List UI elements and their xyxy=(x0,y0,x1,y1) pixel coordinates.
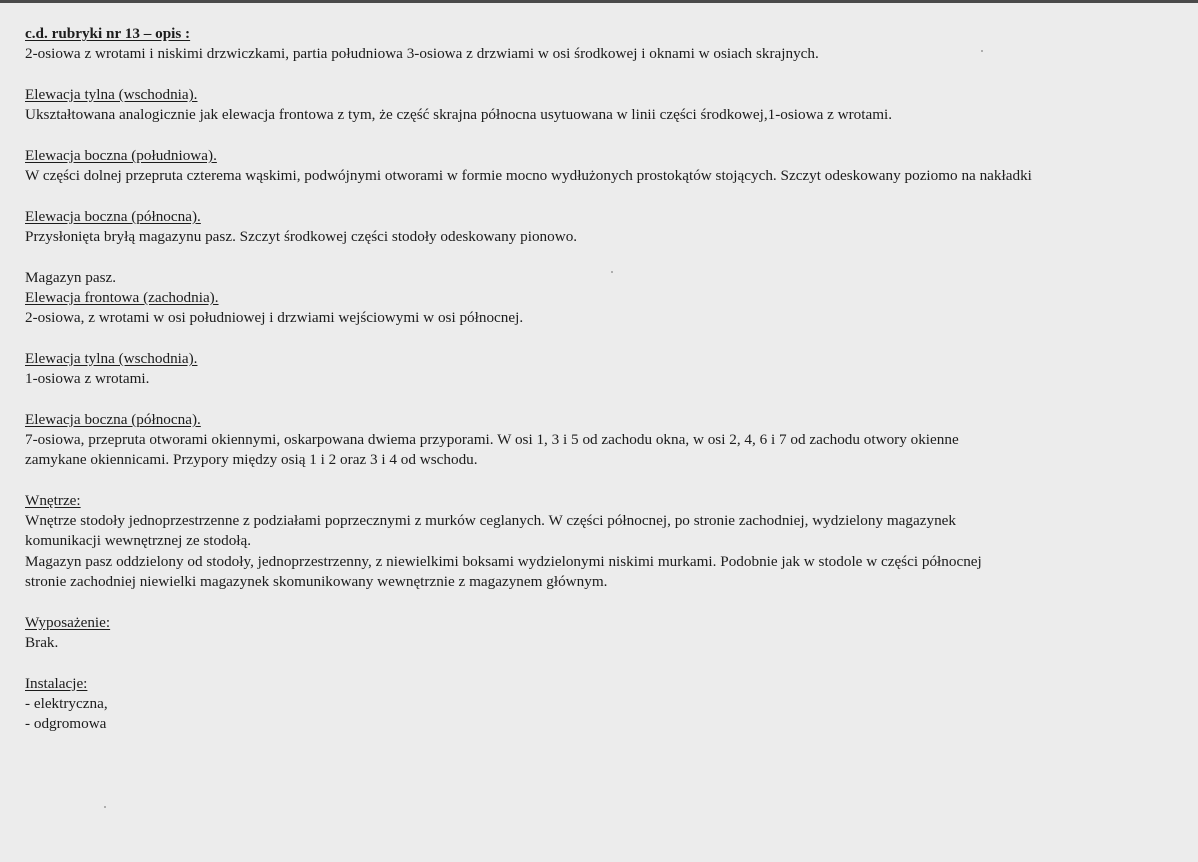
paper-speck xyxy=(104,806,106,808)
section-heading-wyposazenie: Wyposażenie: xyxy=(25,613,111,631)
intro-paragraph: 2-osiowa z wrotami i niskimi drzwiczkami, partia południowa 3-osiowa z drzwiami w osi środkowej i oknami w osiach skrajnych. xyxy=(25,45,819,63)
section-text-wnetrze-line: Wnętrze stodoły jednoprzestrzenne z podziałami poprzecznymi z murków ceglanych. W części północnej, po stronie zachodniej, wydzielony magazynek xyxy=(25,512,957,530)
section-heading-wnetrze: Wnętrze: xyxy=(25,491,81,509)
section-heading-instalacje: Instalacje: xyxy=(25,674,88,692)
magazyn-label: Magazyn pasz. xyxy=(25,268,117,286)
section-heading-elewacja-boczna-polnocna: Elewacja boczna (północna). xyxy=(25,207,201,225)
section-text-wnetrze-line: stronie zachodniej niewielki magazynek skomunikowany wewnętrznie z magazynem głównym. xyxy=(25,573,608,591)
section-heading-elewacja-boczna-poludniowa: Elewacja boczna (południowa). xyxy=(25,146,217,164)
section-text-wnetrze-line: komunikacji wewnętrznej ze stodołą. xyxy=(25,532,252,550)
section-text-magazyn-frontowa: 2-osiowa, z wrotami w osi południowej i drzwiami wejściowymi w osi północnej. xyxy=(25,309,524,327)
section-text-magazyn-boczna-line: 7-osiowa, przepruta otworami okiennymi, oskarpowana dwiema przyporami. W osi 1, 3 i 5 od zachodu okna, w osi 2, 4, 6 i 7 od zachodu otwory okienne xyxy=(25,430,959,448)
section-heading-magazyn-boczna: Elewacja boczna (północna). xyxy=(25,410,201,428)
section-text-elewacja-boczna-polnocna: Przysłonięta bryłą magazynu pasz. Szczyt środkowej części stodoły odeskowany pionowo. xyxy=(25,227,578,245)
list-item: - elektryczna, xyxy=(25,694,108,712)
section-heading-magazyn-frontowa: Elewacja frontowa (zachodnia). xyxy=(25,288,219,306)
section-text-magazyn-boczna-line: zamykane okiennicami. Przypory między osią 1 i 2 oraz 3 i 4 od wschodu. xyxy=(25,451,478,469)
section-text-magazyn-tylna: 1-osiowa z wrotami. xyxy=(25,370,150,388)
section-text-elewacja-tylna: Ukształtowana analogicznie jak elewacja frontowa z tym, że część skrajna północna usytuowana w linii części środkowej,1-osiowa z wrotami. xyxy=(25,106,893,124)
section-text-elewacja-boczna-poludniowa: W części dolnej przepruta czterema wąskimi, podwójnymi otworami w formie mocno wydłużonych prostokątów stojących. Szczyt odeskowany poziomo na nakładki xyxy=(25,167,1032,185)
section-heading-magazyn-tylna: Elewacja tylna (wschodnia). xyxy=(25,349,198,367)
section-heading-elewacja-tylna: Elewacja tylna (wschodnia). xyxy=(25,85,198,103)
list-item: - odgromowa xyxy=(25,715,107,733)
section-text-wnetrze-line: Magazyn pasz oddzielony od stodoły, jednoprzestrzenny, z niewielkimi boksami wydzielonymi niskimi murkami. Podobnie jak w stodole w części północnej xyxy=(25,552,982,570)
page-heading: c.d. rubryki nr 13 – opis : xyxy=(25,25,191,42)
section-text-wyposazenie: Brak. xyxy=(25,633,59,651)
document-body xyxy=(25,24,1150,734)
